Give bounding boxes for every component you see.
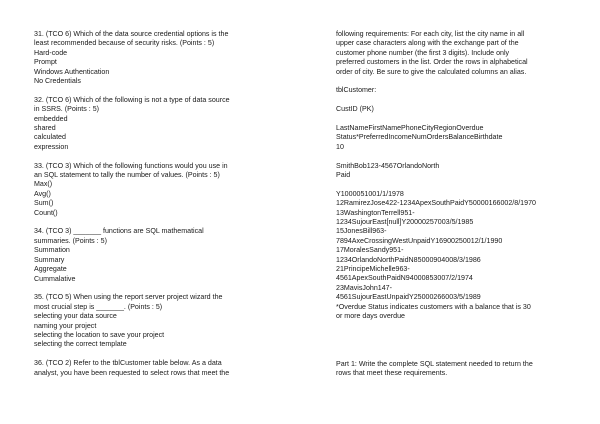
table-data-line: 12RamirezJose422-1234ApexSouthPaidY50000166002/8/1970 xyxy=(336,199,536,208)
answer-option: Summation xyxy=(34,246,70,255)
question-31 xyxy=(34,30,284,86)
footnote-line: or more days overdue xyxy=(336,312,406,321)
table-row-block xyxy=(336,162,586,181)
question-text: 31. (TCO 6) Which of the data source credential options is the xyxy=(34,30,229,38)
table-header-line: 10 xyxy=(336,142,344,151)
question-text: analyst, you have been requested to select rows that meet the xyxy=(34,368,230,377)
answer-option: Cummalative xyxy=(34,274,76,283)
answer-option: Summary xyxy=(34,255,65,264)
table-row-line: SmithBob123-4567OrlandoNorth xyxy=(336,161,440,170)
question-35 xyxy=(34,293,284,349)
table-data-line: 4561ApexSouthPaidN94000853007/2/1974 xyxy=(336,274,473,283)
question-34 xyxy=(34,227,284,283)
answer-option: naming your project xyxy=(34,321,97,330)
answer-option: Max() xyxy=(34,180,53,189)
table-row-line: Paid xyxy=(336,171,351,180)
table-data-line: Y1000051001/1/1978 xyxy=(336,189,404,198)
requirements-line: preferred customers in the list. Order the rows in alphabetical xyxy=(336,58,528,67)
table-data-line: 1234OrlandoNorthPaidN85000904008/3/1986 xyxy=(336,255,481,264)
table-data-line: 4561SujourEastUnpaidY25000266003/5/1989 xyxy=(336,293,481,302)
answer-option: Windows Authentication xyxy=(34,67,110,76)
question-text: 34. (TCO 3) _______ functions are SQL mathematical xyxy=(34,227,204,236)
answer-option: shared xyxy=(34,124,56,133)
requirements-line: order of city. Be sure to give the calculated columns an alias. xyxy=(336,67,527,76)
answer-option: embedded xyxy=(34,114,68,123)
part-1-line: Part 1: Write the complete SQL statement needed to return the xyxy=(336,360,533,368)
table-data-line: 13WashingtonTerrell951- xyxy=(336,208,415,217)
table-data-line: 17MoralesSandy951- xyxy=(336,246,404,255)
part-1-instructions xyxy=(336,360,586,379)
question-text: most crucial step is _______. (Points : 5) xyxy=(34,302,163,311)
table-data-line: 21PrincipeMichelle963- xyxy=(336,265,410,274)
question-text: 32. (TCO 6) Which of the following is not a type of data source xyxy=(34,95,230,104)
answer-option: No Credentials xyxy=(34,77,81,86)
question-text: an SQL statement to tally the number of values. (Points : 5) xyxy=(34,171,220,180)
question-text: 33. (TCO 3) Which of the following functions would you use in xyxy=(34,161,228,170)
question-36 xyxy=(34,359,284,378)
requirements-text xyxy=(336,30,586,77)
answer-option: Avg() xyxy=(34,189,51,198)
answer-option: Aggregate xyxy=(34,265,67,274)
table-data-line: 7894AxeCrossingWestUnpaidY16900250012/1/1990 xyxy=(336,236,503,245)
table-name: tblCustomer: xyxy=(336,86,377,95)
right-column xyxy=(336,30,586,322)
left-column xyxy=(34,30,284,387)
primary-key: CustID (PK) xyxy=(336,105,374,114)
answer-option: Count() xyxy=(34,208,58,217)
question-text: 35. (TCO 5) When using the report server project wizard the xyxy=(34,293,223,302)
requirements-line: upper case characters along with the exchange part of the xyxy=(336,39,519,48)
requirements-line: customer phone number (the first 3 digits). Include only xyxy=(336,48,510,57)
answer-option: Sum() xyxy=(34,199,54,208)
question-text: in SSRS. (Points : 5) xyxy=(34,105,100,114)
answer-option: Prompt xyxy=(34,58,57,67)
answer-option: selecting the correct template xyxy=(34,340,127,349)
answer-option: calculated xyxy=(34,133,66,142)
primary-key-block xyxy=(336,105,586,114)
question-32 xyxy=(34,96,284,152)
answer-option: selecting your data source xyxy=(34,312,117,321)
footnote-line: *Overdue Status indicates customers with a balance that is 30 xyxy=(336,302,531,311)
table-header-line: Status*PreferredIncomeNumOrdersBalanceBirthdate xyxy=(336,133,503,142)
table-header-line: LastNameFirstNamePhoneCityRegionOverdue xyxy=(336,124,484,133)
answer-option: expression xyxy=(34,142,69,151)
requirements-line: following requirements: For each city, list the city name in all xyxy=(336,30,525,38)
part-1-line: rows that meet these requirements. xyxy=(336,369,448,378)
answer-option: selecting the location to save your project xyxy=(34,330,165,339)
table-header-block xyxy=(336,124,586,152)
answer-option: Hard-code xyxy=(34,48,68,57)
question-text: 36. (TCO 2) Refer to the tblCustomer table below. As a data xyxy=(34,359,222,368)
table-name-block xyxy=(336,86,586,95)
table-data-line: 1234SujourEast[null]Y20000257003/5/1985 xyxy=(336,218,474,227)
question-text: least recommended because of security risks. (Points : 5) xyxy=(34,39,215,48)
question-33 xyxy=(34,162,284,218)
table-data-line: 15JonesBill963- xyxy=(336,227,387,236)
question-text: summaries. (Points : 5) xyxy=(34,236,107,245)
table-data-block xyxy=(336,190,586,322)
table-data-line: 23MavisJohn147- xyxy=(336,283,392,292)
